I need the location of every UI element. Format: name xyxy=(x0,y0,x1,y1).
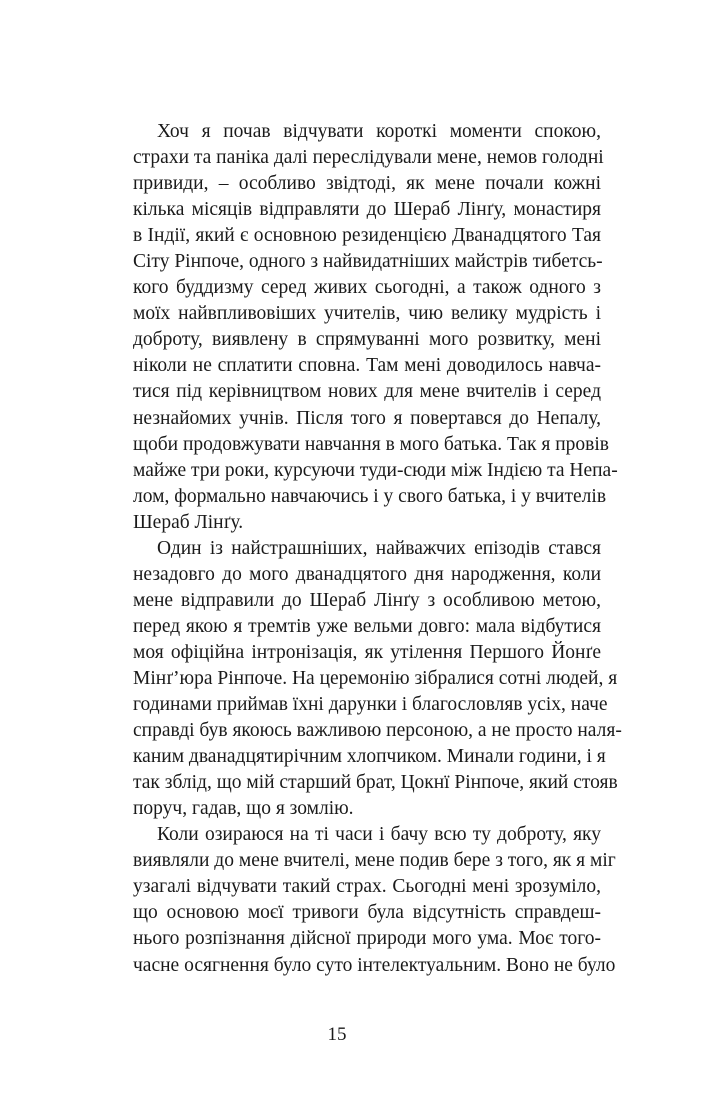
text-line: годинами приймав їхні дарунки і благословляв усіх, наче xyxy=(133,694,608,716)
text-line: незнайомих учнів. Після того я повертався до Непалу, xyxy=(133,407,601,429)
text-line: так зблід, що мій старший брат, Цокнї Рінпоче, який стояв xyxy=(133,772,618,794)
text-line: каним дванадцятирічним хлопчиком. Минали години, і я xyxy=(133,746,606,768)
text-line: страхи та паніка далі переслідували мене, немов голодні xyxy=(133,147,604,169)
text-line: Сіту Рінпоче, одного з найвидатніших майстрів тибетсь- xyxy=(133,251,603,273)
text-line: часне осягнення було суто інтелектуальним. Воно не було xyxy=(133,954,616,976)
text-line: ніколи не сплатити сповна. Там мені доводилось навча- xyxy=(133,355,601,377)
text-line: лом, формально навчаючись і у свого батька, і у вчителів xyxy=(133,485,607,507)
text-line: Мінґ’юра Рінпоче. На церемонію зібралися сотні людей, я xyxy=(133,667,618,689)
text-line: щоби продовжувати навчання в мого батька. Так я провів xyxy=(133,433,609,455)
text-line: Хоч я почав відчувати короткі моменти спокою, xyxy=(157,121,601,142)
text-line: кілька місяців відправляти до Шераб Лінґу, монастиря xyxy=(133,199,601,221)
text-line: Шераб Лінґу. xyxy=(133,511,244,533)
text-line: Коли озираюся на ті часи і бачу всю ту доброту, яку xyxy=(157,824,601,846)
text-line: моя офіційна інтронізація, як утілення Першого Йонґе xyxy=(133,641,601,663)
body-text xyxy=(133,119,622,979)
text-line: виявляли до мене вчителі, мене подив бере з того, як я міг xyxy=(133,850,616,872)
text-line: мене відправили до Шераб Лінґу з особливою метою, xyxy=(133,589,601,611)
text-line: поруч, гадав, що я зомлію. xyxy=(133,798,354,820)
text-line: нього розпізнання дійсної природи мого ума. Моє того- xyxy=(133,928,601,950)
text-line: незадовго до мого дванадцятого дня народження, коли xyxy=(133,563,601,585)
text-line: узагалі відчувати такий страх. Сьогодні мені зрозуміло, xyxy=(133,876,601,898)
text-line: майже три роки, курсуючи туди-сюди між Індією та Непа- xyxy=(133,459,618,481)
text-line: в Індії, який є основною резиденцією Дванадцятого Тая xyxy=(133,225,601,247)
text-line: справді був якоюсь важливою персоною, а не просто наля- xyxy=(133,720,622,742)
page-number: 15 xyxy=(327,1024,347,1045)
text-line: привиди, – особливо звідтоді, як мене почали кожні xyxy=(133,173,601,195)
text-line: тися під керівництвом нових для мене вчителів і серед xyxy=(133,381,601,403)
text-line: що основою моєї тривоги була відсутність справдеш- xyxy=(133,902,601,924)
text-line: кого буддизму серед живих сьогодні, а також одного з xyxy=(133,277,601,299)
paragraph xyxy=(133,536,622,823)
paragraph xyxy=(133,119,618,536)
text-line: доброту, виявлену в спрямуванні мого розвитку, мені xyxy=(133,329,601,351)
paragraph xyxy=(133,822,616,978)
text-line: перед якою я тремтів уже вельми довго: мала відбутися xyxy=(133,615,601,637)
text-line: Один із найстрашніших, найважчих епізодів стався xyxy=(157,537,601,559)
text-line: моїх найвпливовіших учителів, чию велику мудрість і xyxy=(133,303,601,325)
